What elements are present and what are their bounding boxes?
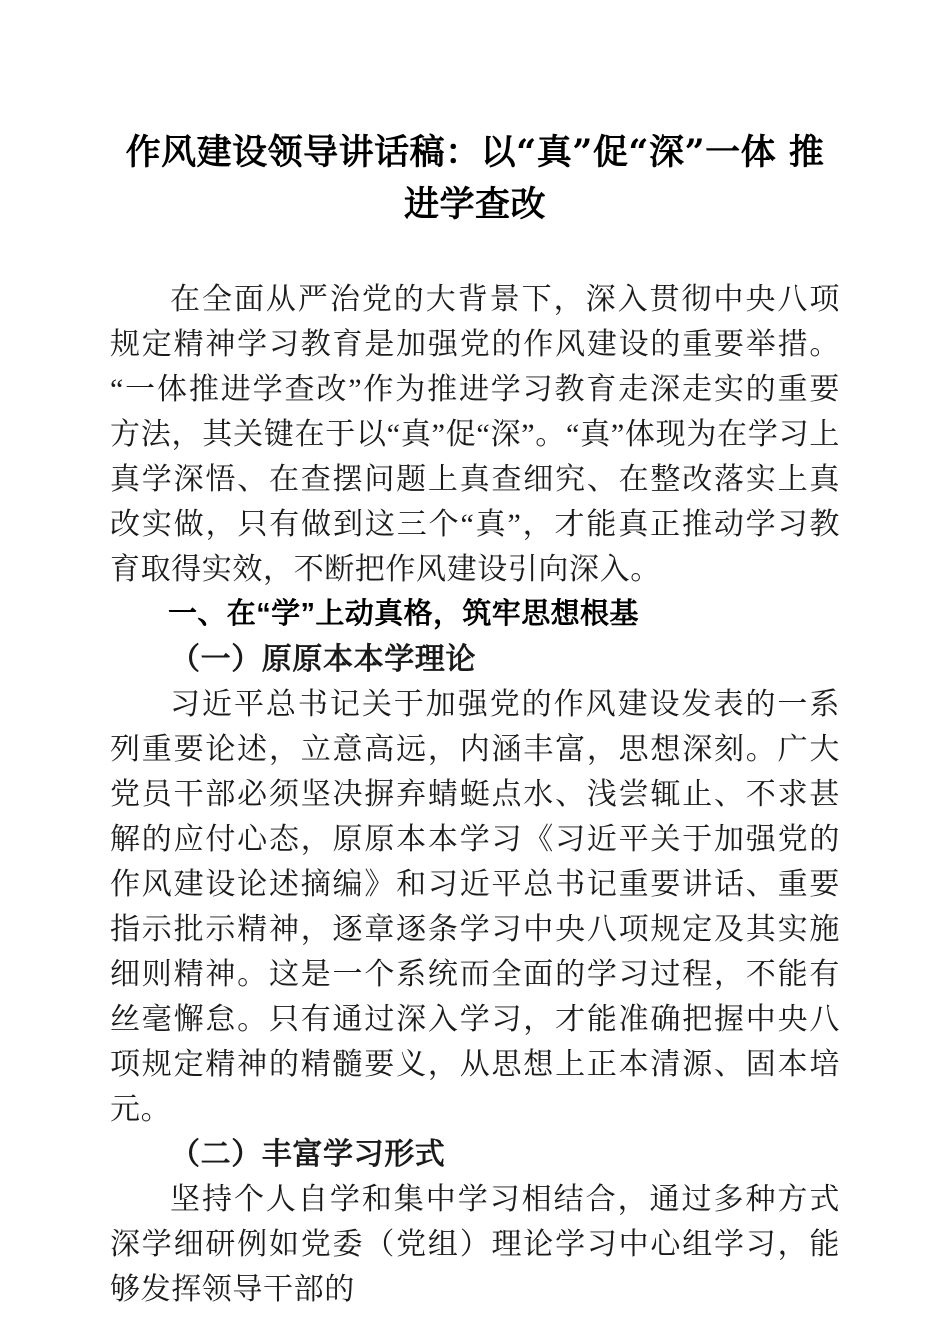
document-body [110,0,840,1344]
section-1-2-paragraph: 坚持个人自学和集中学习相结合，通过多种方式深学细研例如党委（党组）理论学习中心组学习，能够发挥领导干部的 [110,1183,840,1306]
page-title-line-1: 作风建设领导讲话稿：以“真”促“深”一体 [125,132,777,173]
section-1-1-paragraph: 习近平总书记关于加强党的作风建设发表的一系列重要论述，立意高远，内涵丰富，思想深刻。广大党员干部必须坚决摒弃蜻蜓点水、浅尝辄止、不求甚解的应付心态，原原本本学习《习近平关于加强党的作风建设论述摘编》和习近平总书记重要讲话、重要指示批示精神，逐章逐条学习中央八项规定及其实施细则精神。这是一个系统而全面的学习过程，不能有丝毫懈怠。只有通过深入学习，才能准确把握中央八项规定精神的精髓要义，从思想上正本清源、固本培元。 [110,688,840,1126]
section-1-2-heading: （二）丰富学习形式 [170,1138,446,1171]
page-title [110,0,840,231]
intro-paragraph: 在全面从严治党的大背景下，深入贯彻中央八项规定精神学习教育是加强党的作风建设的重要举措。“一体推进学查改”作为推进学习教育走深走实的重要方法，其关键在于以“真”促“深”。“真”体现为在学习上真学深悟、在查摆问题上真查细究、在整改落实上真改实做，只有做到这三个“真”，才能真正推动学习教育取得实效，不断把作风建设引向深入。 [110,283,840,586]
title-spacer [110,231,840,277]
page-title-line-2: 推进学查改 [403,132,825,225]
section-1-heading: 一、在“学”上动真格，筑牢思想根基 [168,598,639,630]
section-1-1-heading: （一）原原本本学理论 [170,643,476,676]
page-bottom-whitespace [110,1312,840,1344]
